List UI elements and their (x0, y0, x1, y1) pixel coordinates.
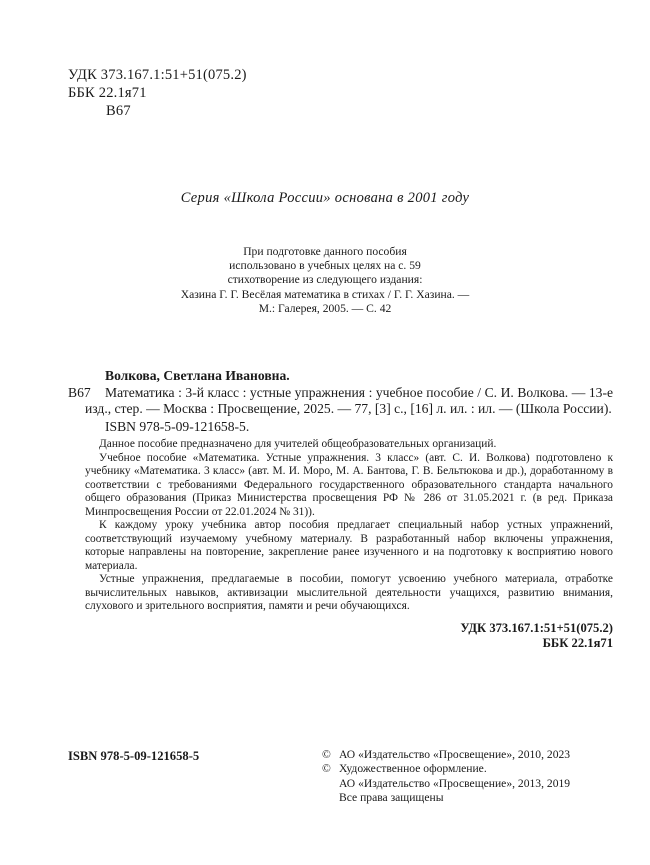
copyright-line (322, 791, 570, 805)
book-code-top: В67 (106, 103, 131, 119)
classification-block (68, 66, 247, 120)
preparation-note-line: М.: Галерея, 2005. — С. 42 (258, 301, 392, 315)
preparation-note-line: При подготовке данного пособия (243, 245, 407, 258)
bbk-number-top: ББК 22.1я71 (68, 85, 147, 101)
copyright-mark: © (322, 762, 331, 776)
copyright-line (322, 762, 570, 776)
copyright-text: Все права защищены (339, 791, 444, 805)
book-code-margin: В67 (68, 384, 91, 400)
annotation-paragraph: Данное пособие предназначено для учителей общеобразовательных организаций. (99, 438, 497, 451)
series-note: Серия «Школа России» основана в 2001 году (180, 190, 470, 206)
copyright-text: Художественное оформление. (339, 762, 487, 776)
udk-number-bottom: УДК 373.167.1:51+51(075.2) (460, 620, 613, 635)
copyright-text: АО «Издательство «Просвещение», 2010, 2023 (339, 748, 571, 761)
copyright-block (322, 748, 570, 806)
author-heading: Волкова, Светлана Ивановна. (105, 368, 290, 383)
preparation-note-line: стихотворение из следующего издания: (227, 273, 423, 287)
copyright-mark (322, 791, 339, 805)
copyright-line (322, 777, 570, 791)
bbk-number-bottom: ББК 22.1я71 (542, 636, 613, 651)
copyright-mark: © (322, 748, 331, 761)
bibliographic-description: Математика : 3-й класс : устные упражнения : учебное пособие / С. И. Волкова. — 13-е изд., стер. — Москва : Просвещение, 2025. — 77, [3] с., [16] л. ил. : ил. — (Школа России). (85, 384, 613, 417)
annotation-paragraph: Учебное пособие «Математика. Устные упражнения. 3 класс» (авт. С. И. Волкова) подготовлено к учебнику «Математика. 3 класс» (авт. М. И. Моро, М. А. Бантова, Г. В. Бельтюкова и др.), доработанному в соответствии с требованиями Федерального государственного образовательного стандарта начального общего образования (Приказ Министерства просвещения РФ № 286 от 31.05.2021 г. (в ред. Приказа Минпросвещения России от 22.01.2024 № 31)). (85, 451, 613, 518)
preparation-note-line: Хазина Г. Г. Весёлая математика в стихах / Г. Г. Хазина. — (180, 287, 470, 301)
preparation-note-line: использовано в учебных целях на с. 59 (229, 259, 421, 273)
annotation-paragraph: К каждому уроку учебника автор пособия предлагает специальный набор устных упражнений, соответствующий изучаемому учебному материалу. В разработанный набор включены упражнения, которые направлены на повторение, закрепление ранее изученного и на подготовку к восприятию нового материала. (85, 519, 613, 572)
catalog-card (68, 368, 613, 652)
copyright-mark (322, 777, 339, 791)
copyright-text: АО «Издательство «Просвещение», 2013, 2019 (339, 776, 571, 790)
preparation-note (0, 245, 650, 316)
isbn-footer: ISBN 978-5-09-121658-5 (68, 749, 200, 763)
classification-block-bottom (85, 621, 613, 652)
copyright-line (322, 748, 570, 762)
isbn-line: ISBN 978-5-09-121658-5. (105, 418, 250, 434)
udk-number-top: УДК 373.167.1:51+51(075.2) (68, 67, 247, 83)
annotation-paragraph: Устные упражнения, предлагаемые в пособии, помогут усвоению учебного материала, отработке вычислительных навыков, активизации мыслительной деятельности учащихся, развитию внимания, слухового и зрительного восприятия, памяти и речи обучающихся. (85, 573, 613, 613)
